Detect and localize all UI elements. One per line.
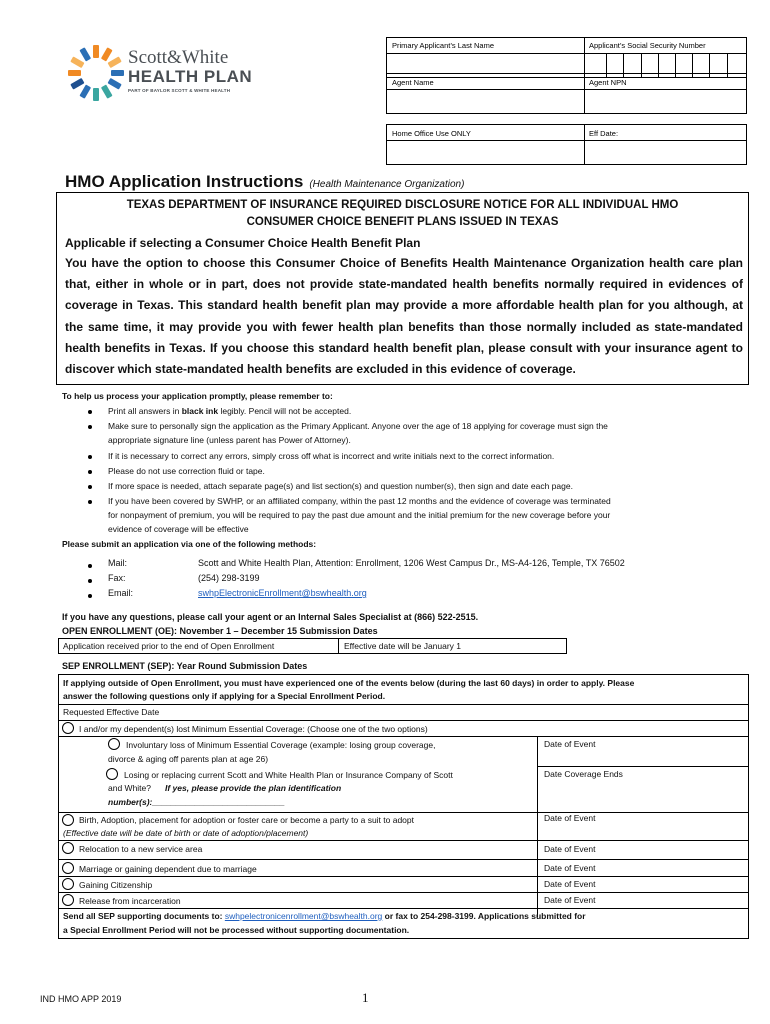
- disclosure-notice: [56, 192, 749, 385]
- agent-name-input[interactable]: [392, 91, 580, 112]
- bullet-sign-1: Make sure to personally sign the application as the Primary Applicant. Anyone over the age of 18 applying for coverage must sign the: [108, 421, 608, 431]
- date-of-event-5: Date of Event: [544, 879, 596, 889]
- requested-date-label: Requested Effective Date: [63, 707, 160, 717]
- questions-note: If you have any questions, please call your agent or an Internal Sales Specialist at (866) 522-2515.: [62, 612, 479, 622]
- date-coverage-ends: Date Coverage Ends: [544, 769, 623, 779]
- send-docs-2: a Special Enrollment Period will not be processed without supporting documentation.: [63, 925, 410, 935]
- date-of-event-6: Date of Event: [544, 895, 596, 905]
- mail-address: Scott and White Health Plan, Attention: Enrollment, 1206 West Campus Dr., MS-A4-126, Temple, TX 76502: [198, 558, 625, 568]
- agent-npn-label: Agent NPN: [589, 78, 627, 87]
- home-office-label: Home Office Use ONLY: [392, 129, 471, 138]
- send-docs-1: Send all SEP supporting documents to: swhpelectronicenrollment@bswhealth.org or fax to 254-298-3199. Applications submitted for: [63, 911, 586, 921]
- scott-white-logo: [66, 43, 256, 103]
- bullet-more-space: If more space is needed, attach separate page(s) and list section(s) and question number(s), then sign and date each page.: [108, 481, 573, 491]
- incarceration-radio[interactable]: [62, 894, 74, 906]
- eff-date-label: Eff Date:: [589, 129, 619, 138]
- involuntary-loss-radio[interactable]: [108, 738, 120, 750]
- date-of-event-1: Date of Event: [544, 739, 596, 749]
- sep-notice-2: answer the following questions only if applying for a Special Enrollment Period.: [63, 691, 386, 701]
- citizenship-radio[interactable]: [62, 878, 74, 890]
- losing-plan-2: and White? If yes, please provide the plan identification: [108, 783, 342, 793]
- losing-plan-radio[interactable]: [106, 768, 118, 780]
- marriage-label: Marriage or gaining dependent due to marriage: [79, 864, 257, 874]
- page-title: [65, 172, 464, 192]
- process-intro: To help us process your application promptly, please remember to:: [62, 391, 333, 401]
- sep-heading: SEP ENROLLMENT (SEP): Year Round Submission Dates: [62, 661, 308, 671]
- page-subtitle: (Health Maintenance Organization): [309, 179, 465, 190]
- citizenship-label: Gaining Citizenship: [79, 880, 153, 890]
- birth-adoption-2: (Effective date will be date of birth or date of adoption/placement): [63, 828, 309, 838]
- bullet-swhp-1: If you have been covered by SWHP, or an affiliated company, within the past 12 months and the evidence of coverage was terminated: [108, 496, 611, 506]
- logo-line3: PART OF BAYLOR SCOTT & WHITE HEALTH: [128, 88, 231, 93]
- mec-radio[interactable]: [62, 722, 74, 734]
- disclosure-heading-2: CONSUMER CHOICE BENEFIT PLANS ISSUED IN TEXAS: [246, 216, 559, 228]
- oe-heading: OPEN ENROLLMENT (OE): November 1 – December 15 Submission Dates: [62, 626, 378, 636]
- bullet-no-fluid: Please do not use correction fluid or tape.: [108, 466, 265, 476]
- disclosure-applicable: Applicable if selecting a Consumer Choice Health Benefit Plan: [65, 236, 421, 250]
- page-title-text: HMO Application Instructions: [65, 172, 304, 191]
- involuntary-loss-2: divorce & aging off parents plan at age 26): [108, 754, 269, 764]
- involuntary-loss-1: Involuntary loss of Minimum Essential Coverage (example: losing group coverage,: [126, 740, 436, 750]
- fax-number: (254) 298-3199: [198, 573, 260, 583]
- sep-notice-1: If applying outside of Open Enrollment, you must have experienced one of the events below (during the last 60 days) in order to apply. Please: [63, 678, 635, 688]
- incarceration-label: Release from incarceration: [79, 896, 181, 906]
- oe-right-text: Effective date will be January 1: [344, 641, 462, 651]
- submit-intro: Please submit an application via one of the following methods:: [62, 539, 317, 549]
- footer-code: IND HMO APP 2019: [40, 994, 122, 1004]
- ssn-label: Applicant’s Social Security Number: [589, 41, 706, 50]
- logo-line2: HEALTH PLAN: [128, 67, 253, 86]
- email-link[interactable]: swhpElectronicEnrollment@bswhealth.org: [198, 588, 367, 598]
- date-of-event-2: Date of Event: [544, 813, 596, 823]
- logo-line1: Scott&White: [128, 47, 229, 68]
- disclosure-heading-1: TEXAS DEPARTMENT OF INSURANCE REQUIRED DISCLOSURE NOTICE FOR ALL INDIVIDUAL HMO: [126, 199, 679, 211]
- oe-left-text: Application received prior to the end of Open Enrollment: [63, 641, 275, 651]
- bullet-sign-2: appropriate signature line (unless parent has Power of Attorney).: [108, 435, 351, 445]
- relocation-label: Relocation to a new service area: [79, 844, 203, 854]
- mec-label: I and/or my dependent(s) lost Minimum Essential Coverage: (Choose one of the two options): [79, 724, 428, 734]
- bullet-black-ink: Print all answers in black ink legibly. Pencil will not be accepted.: [108, 406, 352, 416]
- bullet-swhp-2: for nonpayment of premium, you will be required to pay the past due amount and the initial premium for the new coverage before your: [108, 510, 611, 520]
- date-of-event-3: Date of Event: [544, 844, 596, 854]
- disclosure-body: You have the option to choose this Consumer Choice of Benefits Health Maintenance Organization health care plan that, either in whole or in part, does not provide state-mandated health benefits normally required in evidences of coverage in Texas. This standard health benefit plan may provide a more affordable health plan for you although, at the same time, it may provide you with fewer health plan benefits than those normally included as state-mandated health benefits in Texas. If you choose this standard health benefit plan, please consult with your insurance agent to discover which state-mandated health benefits are excluded in this evidence of coverage.: [65, 256, 743, 377]
- bullet-correct-errors: If it is necessary to correct any errors, simply cross off what is incorrect and write initials next to the correct information.: [108, 451, 555, 461]
- marriage-radio[interactable]: [62, 862, 74, 874]
- birth-adoption-radio[interactable]: [62, 814, 74, 826]
- date-of-event-4: Date of Event: [544, 863, 596, 873]
- bullet-swhp-3: evidence of coverage will be effective: [108, 524, 249, 534]
- relocation-radio[interactable]: [62, 842, 74, 854]
- agent-name-label: Agent Name: [392, 78, 434, 87]
- send-docs-email-link[interactable]: swhpelectronicenrollment@bswhealth.org: [224, 911, 383, 921]
- losing-plan-3: number(s):____________________________: [108, 797, 285, 807]
- birth-adoption-1: Birth, Adoption, placement for adoption or foster care or become a party to a suit to adopt: [79, 815, 414, 825]
- email-label: Email:: [108, 588, 134, 598]
- requested-date-input[interactable]: [185, 705, 745, 719]
- primary-last-name-label: Primary Applicant’s Last Name: [392, 41, 494, 50]
- losing-plan-1: Losing or replacing current Scott and White Health Plan or Insurance Company of Scott: [124, 770, 453, 780]
- logo-mark-icon: [66, 43, 126, 103]
- mail-label: Mail:: [108, 558, 128, 568]
- page-number: 1: [362, 990, 369, 1005]
- fax-label: Fax:: [108, 573, 126, 583]
- agent-npn-input[interactable]: [589, 91, 744, 112]
